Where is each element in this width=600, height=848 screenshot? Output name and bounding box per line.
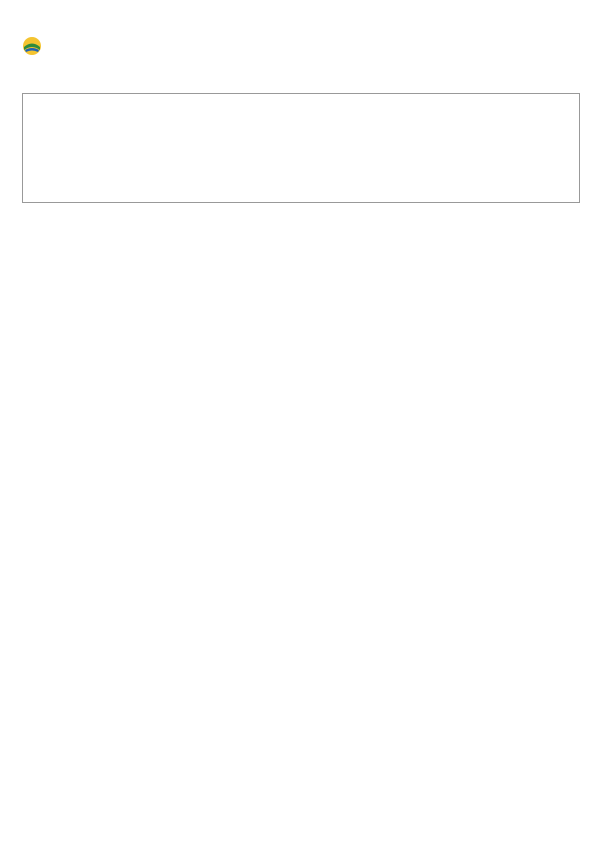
org-logo-icon [22, 36, 42, 56]
page-header [0, 0, 600, 90]
notice-box [22, 93, 580, 203]
org-logo [22, 32, 212, 58]
